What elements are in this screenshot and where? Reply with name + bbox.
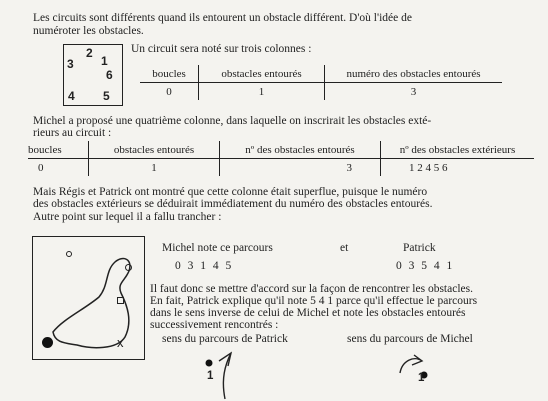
table1-cell: 3 xyxy=(325,83,503,101)
circuit-note: Un circuit sera noté sur trois colonnes : xyxy=(131,43,312,55)
obstacle-number: 6 xyxy=(106,68,113,82)
michel-label: Michel note ce parcours xyxy=(162,242,273,254)
table2-cell: 1 xyxy=(89,159,220,177)
obstacle-box xyxy=(63,44,123,106)
intro-line-1: Les circuits sont différents quand ils entourent un obstacle différent. D'où l'idée de xyxy=(33,12,412,24)
patrick-label: Patrick xyxy=(403,242,436,254)
patrick-sequence: 0 3 5 4 1 xyxy=(396,260,455,272)
circuit-drawing-box xyxy=(32,236,145,360)
direction-patrick: sens du parcours de Patrick xyxy=(162,333,288,345)
arrow-patrick-icon xyxy=(195,351,255,401)
table2-cell: 3 xyxy=(220,159,381,177)
para2-line-2: rieurs au circuit : xyxy=(33,127,112,139)
table1-header: numéro des obstacles entourés xyxy=(325,65,503,83)
obstacle-marker xyxy=(125,264,132,271)
table2-header: obstacles entourés xyxy=(89,141,220,159)
arrow-mark: 1 xyxy=(207,370,214,382)
michel-sequence: 0 3 1 4 5 xyxy=(175,260,234,272)
para3-line-1: Mais Régis et Patrick ont montré que cette colonne était superflue, puisque le numéro xyxy=(33,186,428,198)
para3-line-2: des obstacles extérieurs se déduirait immédiatement du numéro des obstacles entourés. xyxy=(33,198,433,210)
table-three-columns xyxy=(140,65,502,100)
table2-cell: 1 2 4 5 6 xyxy=(381,159,535,177)
arrow-mark: 1 xyxy=(418,372,425,384)
table2-cell: 0 xyxy=(38,161,44,174)
obstacle-number: 4 xyxy=(68,89,75,103)
table2-header: boucles xyxy=(28,141,89,159)
intro-line-2: numéroter les obstacles. xyxy=(33,25,144,37)
table1-cell: 0 xyxy=(166,85,172,98)
table1-cell: 1 xyxy=(199,83,325,101)
obstacle-marker xyxy=(66,251,72,257)
table1-header: obstacles entourés xyxy=(199,65,325,83)
obstacle-marker xyxy=(117,297,124,304)
para2-line-1: Michel a proposé une quatrième colonne, dans laquelle on inscrirait les obstacles exté- xyxy=(33,115,432,127)
table1-header: boucles xyxy=(140,65,199,83)
x-marker-icon: x xyxy=(117,335,124,350)
table-four-columns xyxy=(28,141,534,176)
table2-header: nº des obstacles entourés xyxy=(220,141,381,159)
start-point-marker xyxy=(42,337,53,348)
para4-line-2: En fait, Patrick explique qu'il note 5 4 1 parce qu'il effectue le parcours xyxy=(150,295,478,307)
obstacle-number: 2 xyxy=(86,46,93,60)
para3-line-3: Autre point sur lequel il a fallu trancher : xyxy=(33,211,222,223)
et-label: et xyxy=(340,242,349,254)
direction-michel: sens du parcours de Michel xyxy=(347,333,473,345)
obstacle-number: 1 xyxy=(101,54,108,68)
table2-header: nº des obstacles extérieurs xyxy=(381,141,535,159)
obstacle-number: 3 xyxy=(67,57,74,71)
para4-line-1: Il faut donc se mettre d'accord sur la façon de rencontrer les obstacles. xyxy=(150,283,473,295)
para4-line-4: successivement rencontrés : xyxy=(150,319,279,331)
para4-line-3: dans le sens inverse de celui de Michel et note les obstacles entourés xyxy=(150,307,466,319)
obstacle-number: 5 xyxy=(103,89,110,103)
